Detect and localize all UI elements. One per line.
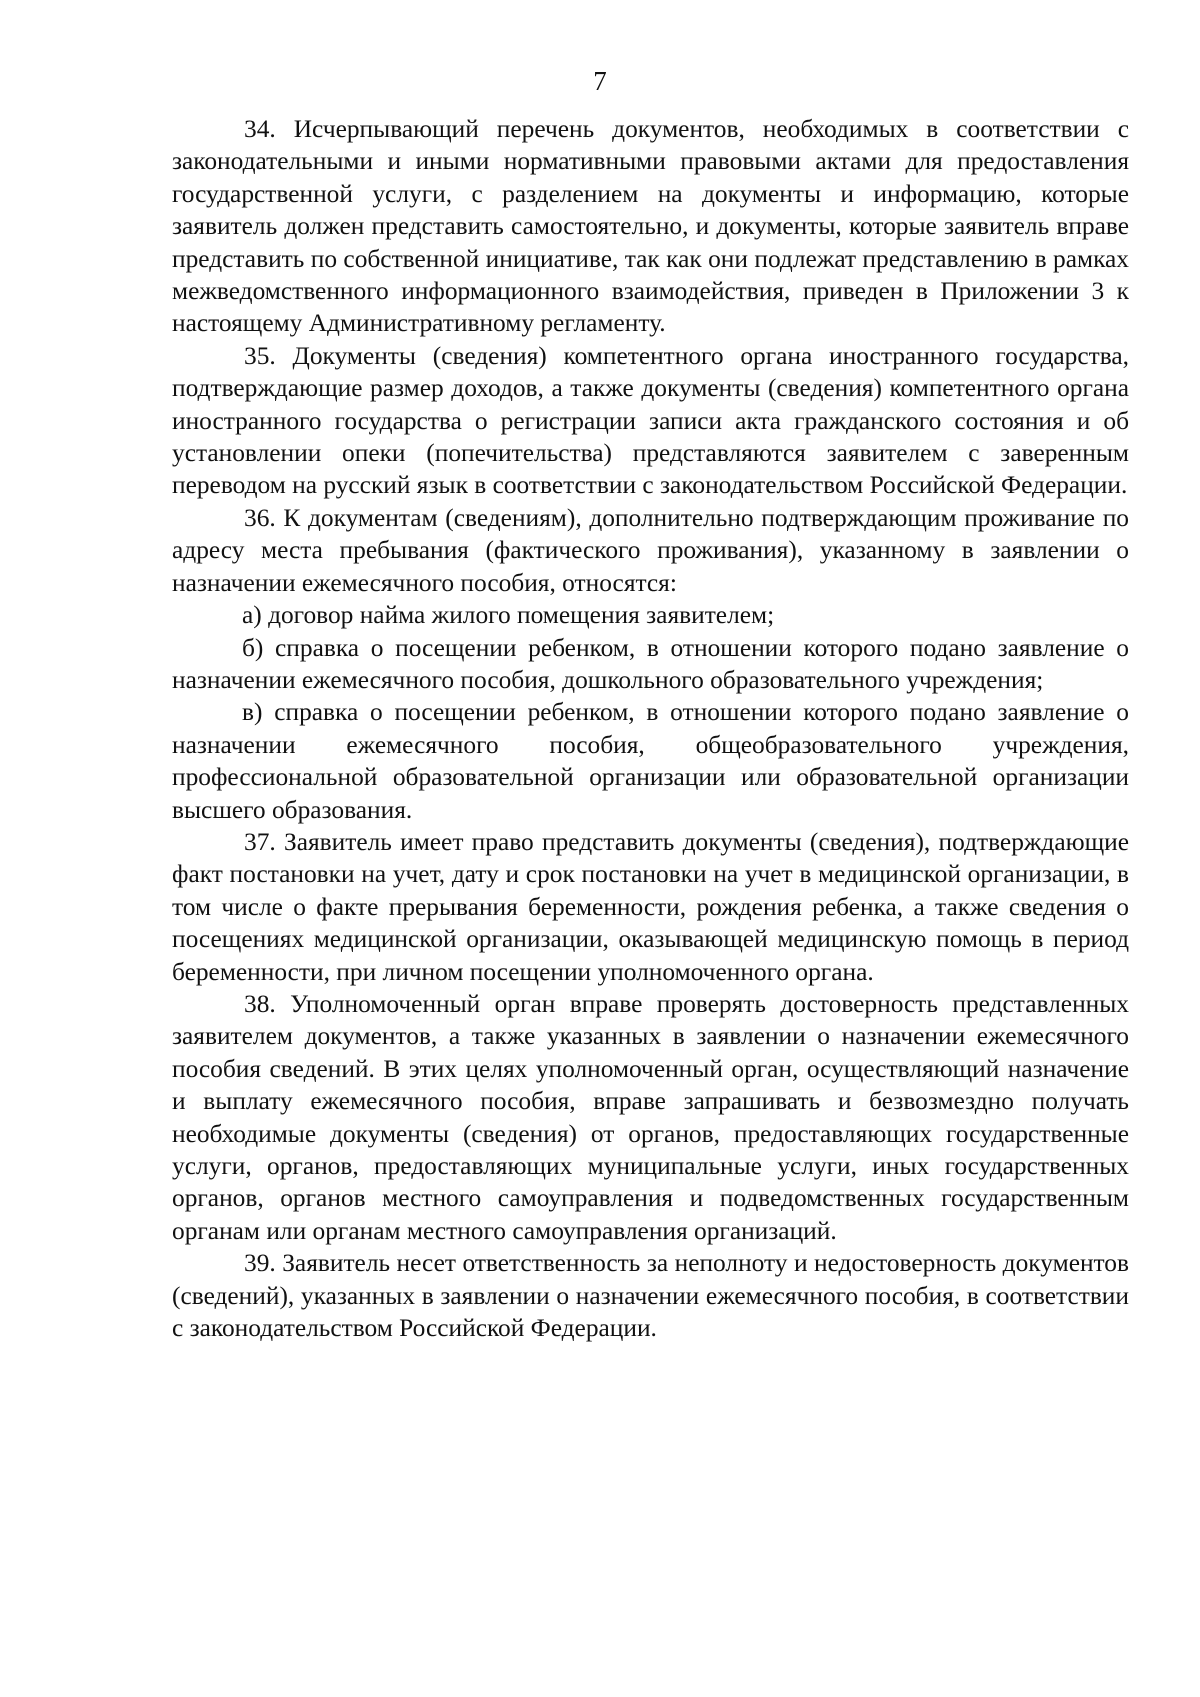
paragraph-35: 35. Документы (сведения) компетентного органа иностранного государства, подтверждающие размер доходов, а также документы (сведения) компетентного органа иностранного государства о регистрации записи акта гражданского состояния и об установлении опеки (попечительства) представляются заявителем с заверенным переводом на русский язык в соответствии с законодательством Российской Федерации. — [172, 341, 1129, 500]
page-number: 7 — [593, 66, 607, 96]
paragraph-34: 34. Исчерпывающий перечень документов, необходимых в соответствии с законодательными и иными нормативными правовыми актами для предоставления государственной услуги, с разделением на документы и информацию, которые заявитель должен представить самостоятельно, и документы, которые заявитель вправе представить по собственной инициативе, так как они подлежат представлению в рамках межведомственного информационного взаимодействия, приведен в Приложении 3 к настоящему Административному регламенту. — [172, 115, 1129, 338]
list-item-v: в) справка о посещении ребенком, в отношении которого подано заявление о назначении ежемесячного пособия, общеобразовательного учреждения, профессиональной образовательной организации или образовательной организации высшего образования. — [172, 698, 1129, 824]
paragraph-36: 36. К документам (сведениям), дополнительно подтверждающим проживание по адресу места пребывания (фактического проживания), указанному в заявлении о назначении ежемесячного пособия, относятся: — [172, 503, 1129, 597]
paragraph-39: 39. Заявитель несет ответственность за неполноту и недостоверность документов (сведений), указанных в заявлении о назначении ежемесячного пособия, в соответствии с законодательством Российской Федерации. — [172, 1249, 1129, 1343]
list-item-b: б) справка о посещении ребенком, в отношении которого подано заявление о назначении ежемесячного пособия, дошкольного образовательного учреждения; — [172, 633, 1129, 694]
paragraph-38: 38. Уполномоченный орган вправе проверять достоверность представленных заявителем документов, а также указанных в заявлении о назначении ежемесячного пособия сведений. В этих целях уполномоченный орган, осуществляющий назначение и выплату ежемесячного пособия, вправе запрашивать и безвозмездно получать необходимые документы (сведения) от органов, предоставляющих государственные услуги, органов, предоставляющих муниципальные услуги, иных государственных органов, органов местного самоуправления и подведомственных государственным органам или органам местного самоуправления организаций. — [172, 989, 1129, 1245]
document-body — [172, 113, 1129, 1344]
list-item-a: а) договор найма жилого помещения заявителем; — [242, 601, 775, 630]
paragraph-37: 37. Заявитель имеет право представить документы (сведения), подтверждающие факт постановки на учет, дату и срок постановки на учет в медицинской организации, в том числе о факте прерывания беременности, рождения ребенка, а также сведения о посещениях медицинской организации, оказывающей медицинскую помощь в период беременности, при личном посещении уполномоченного органа. — [172, 827, 1129, 986]
